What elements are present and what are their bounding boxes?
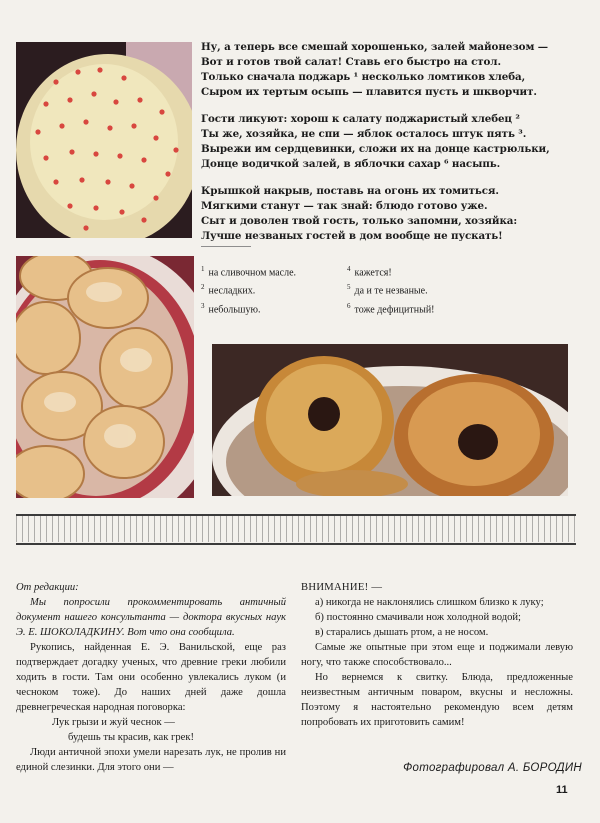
salad-photo — [16, 42, 192, 238]
poem-rule — [201, 246, 251, 247]
poem-line: Мягкими станут — так знай: блюдо готово уже. — [201, 200, 488, 212]
footnotes-left — [201, 262, 296, 317]
poem-line: Крышкой накрыв, поставь на огонь их томиться. — [201, 185, 499, 197]
photo-credit: Фотографировал А. БОРОДИН — [403, 762, 582, 774]
proverb-line: будешь ты красив, как грек! — [68, 732, 195, 743]
list-item: а) никогда не наклонялись слишком близко к луку; — [315, 597, 544, 608]
footnote: $^6$ тоже дефицитный! — [347, 301, 435, 315]
footnote: $^1$ на сливочном масле. — [201, 265, 297, 279]
poem-stanza — [201, 112, 581, 172]
page-number: 11 — [556, 784, 568, 796]
poem-line: Ну, а теперь все смешай хорошенько, залей майонезом — — [201, 41, 548, 53]
poem-line: Вырежи им сердцевинки, сложи их на донце кастрюльки, — [201, 143, 550, 155]
poem-stanza — [201, 40, 581, 100]
article-column-right — [301, 580, 573, 730]
list-item: в) старались дышать ртом, а не носом. — [315, 627, 489, 638]
poem-line: Лучше незваных гостей в дом вообще не пускать! — [201, 230, 503, 242]
footnote: $^2$ несладких. — [201, 283, 256, 297]
footnotes-right — [347, 262, 435, 317]
paragraph: Люди античной эпохи умели нарезать лук, не пролив ни единой слезинки. Для этого они — — [16, 747, 286, 773]
footnote: $^5$ да и те незваные. — [347, 283, 428, 297]
article-column-left — [16, 580, 286, 775]
poem-stanza — [201, 184, 581, 244]
proverb-line: Лук грызи и жуй чеснок — — [52, 717, 175, 728]
footnote: $^3$ небольшую. — [201, 301, 261, 315]
paragraph: Самые же опытные при этом еще и поджимали левую ногу, что также способствовало... — [301, 642, 573, 668]
poem-line: Ты же, хозяйка, не спи — яблок осталось штук пять ³. — [201, 128, 527, 140]
divider-bottom — [16, 543, 576, 545]
poem-line: Сыром их тертым осыпь — плавится пусть и шкворчит. — [201, 86, 537, 98]
poem-line: Сыт и доволен твой гость, только запомни, хозяйка: — [201, 215, 518, 227]
paragraph: Но вернемся к свитку. Блюда, предложенные неизвестным античным поваром, вкусны и несложны. Поэтому я настоятельно рекомендую всем детям попробовать их приготовить самим! — [301, 672, 573, 728]
attention-heading: ВНИМАНИЕ! — — [301, 582, 383, 593]
poem — [201, 40, 581, 256]
divider-band — [16, 516, 576, 542]
poem-line: Вот и готов твой салат! Ставь его быстро на стол. — [201, 56, 501, 68]
list-item: б) постоянно смачивали нож холодной водой; — [315, 612, 522, 623]
poem-line: Донце водичкой залей, в яблочки сахар ⁶ насыпь. — [201, 158, 501, 170]
editor-heading: От редакции: — [16, 582, 79, 593]
baked-apples-photo — [212, 344, 568, 496]
bread-photo — [16, 256, 194, 498]
poem-line: Гости ликуют: хорош к салату поджаристый хлебец ² — [201, 113, 520, 125]
footnote: $^4$ кажется! — [347, 265, 392, 279]
poem-line: Только сначала поджарь ¹ несколько ломтиков хлеба, — [201, 71, 526, 83]
editor-note: Мы попросили прокомментировать античный документ нашего консультанта — доктора вкусных наук Э. Е. ШОКОЛАДКИНУ. Вот что она сообщила. — [16, 597, 286, 638]
paragraph: Рукопись, найденная Е. Э. Ванильской, еще раз подтверждает догадку ученых, что древние греки любили ходить в гости. Там они особенно увлекались луком (и чесноком тоже). До наших дней даже дошла древнегреческая народная поговорка: — [16, 642, 286, 713]
